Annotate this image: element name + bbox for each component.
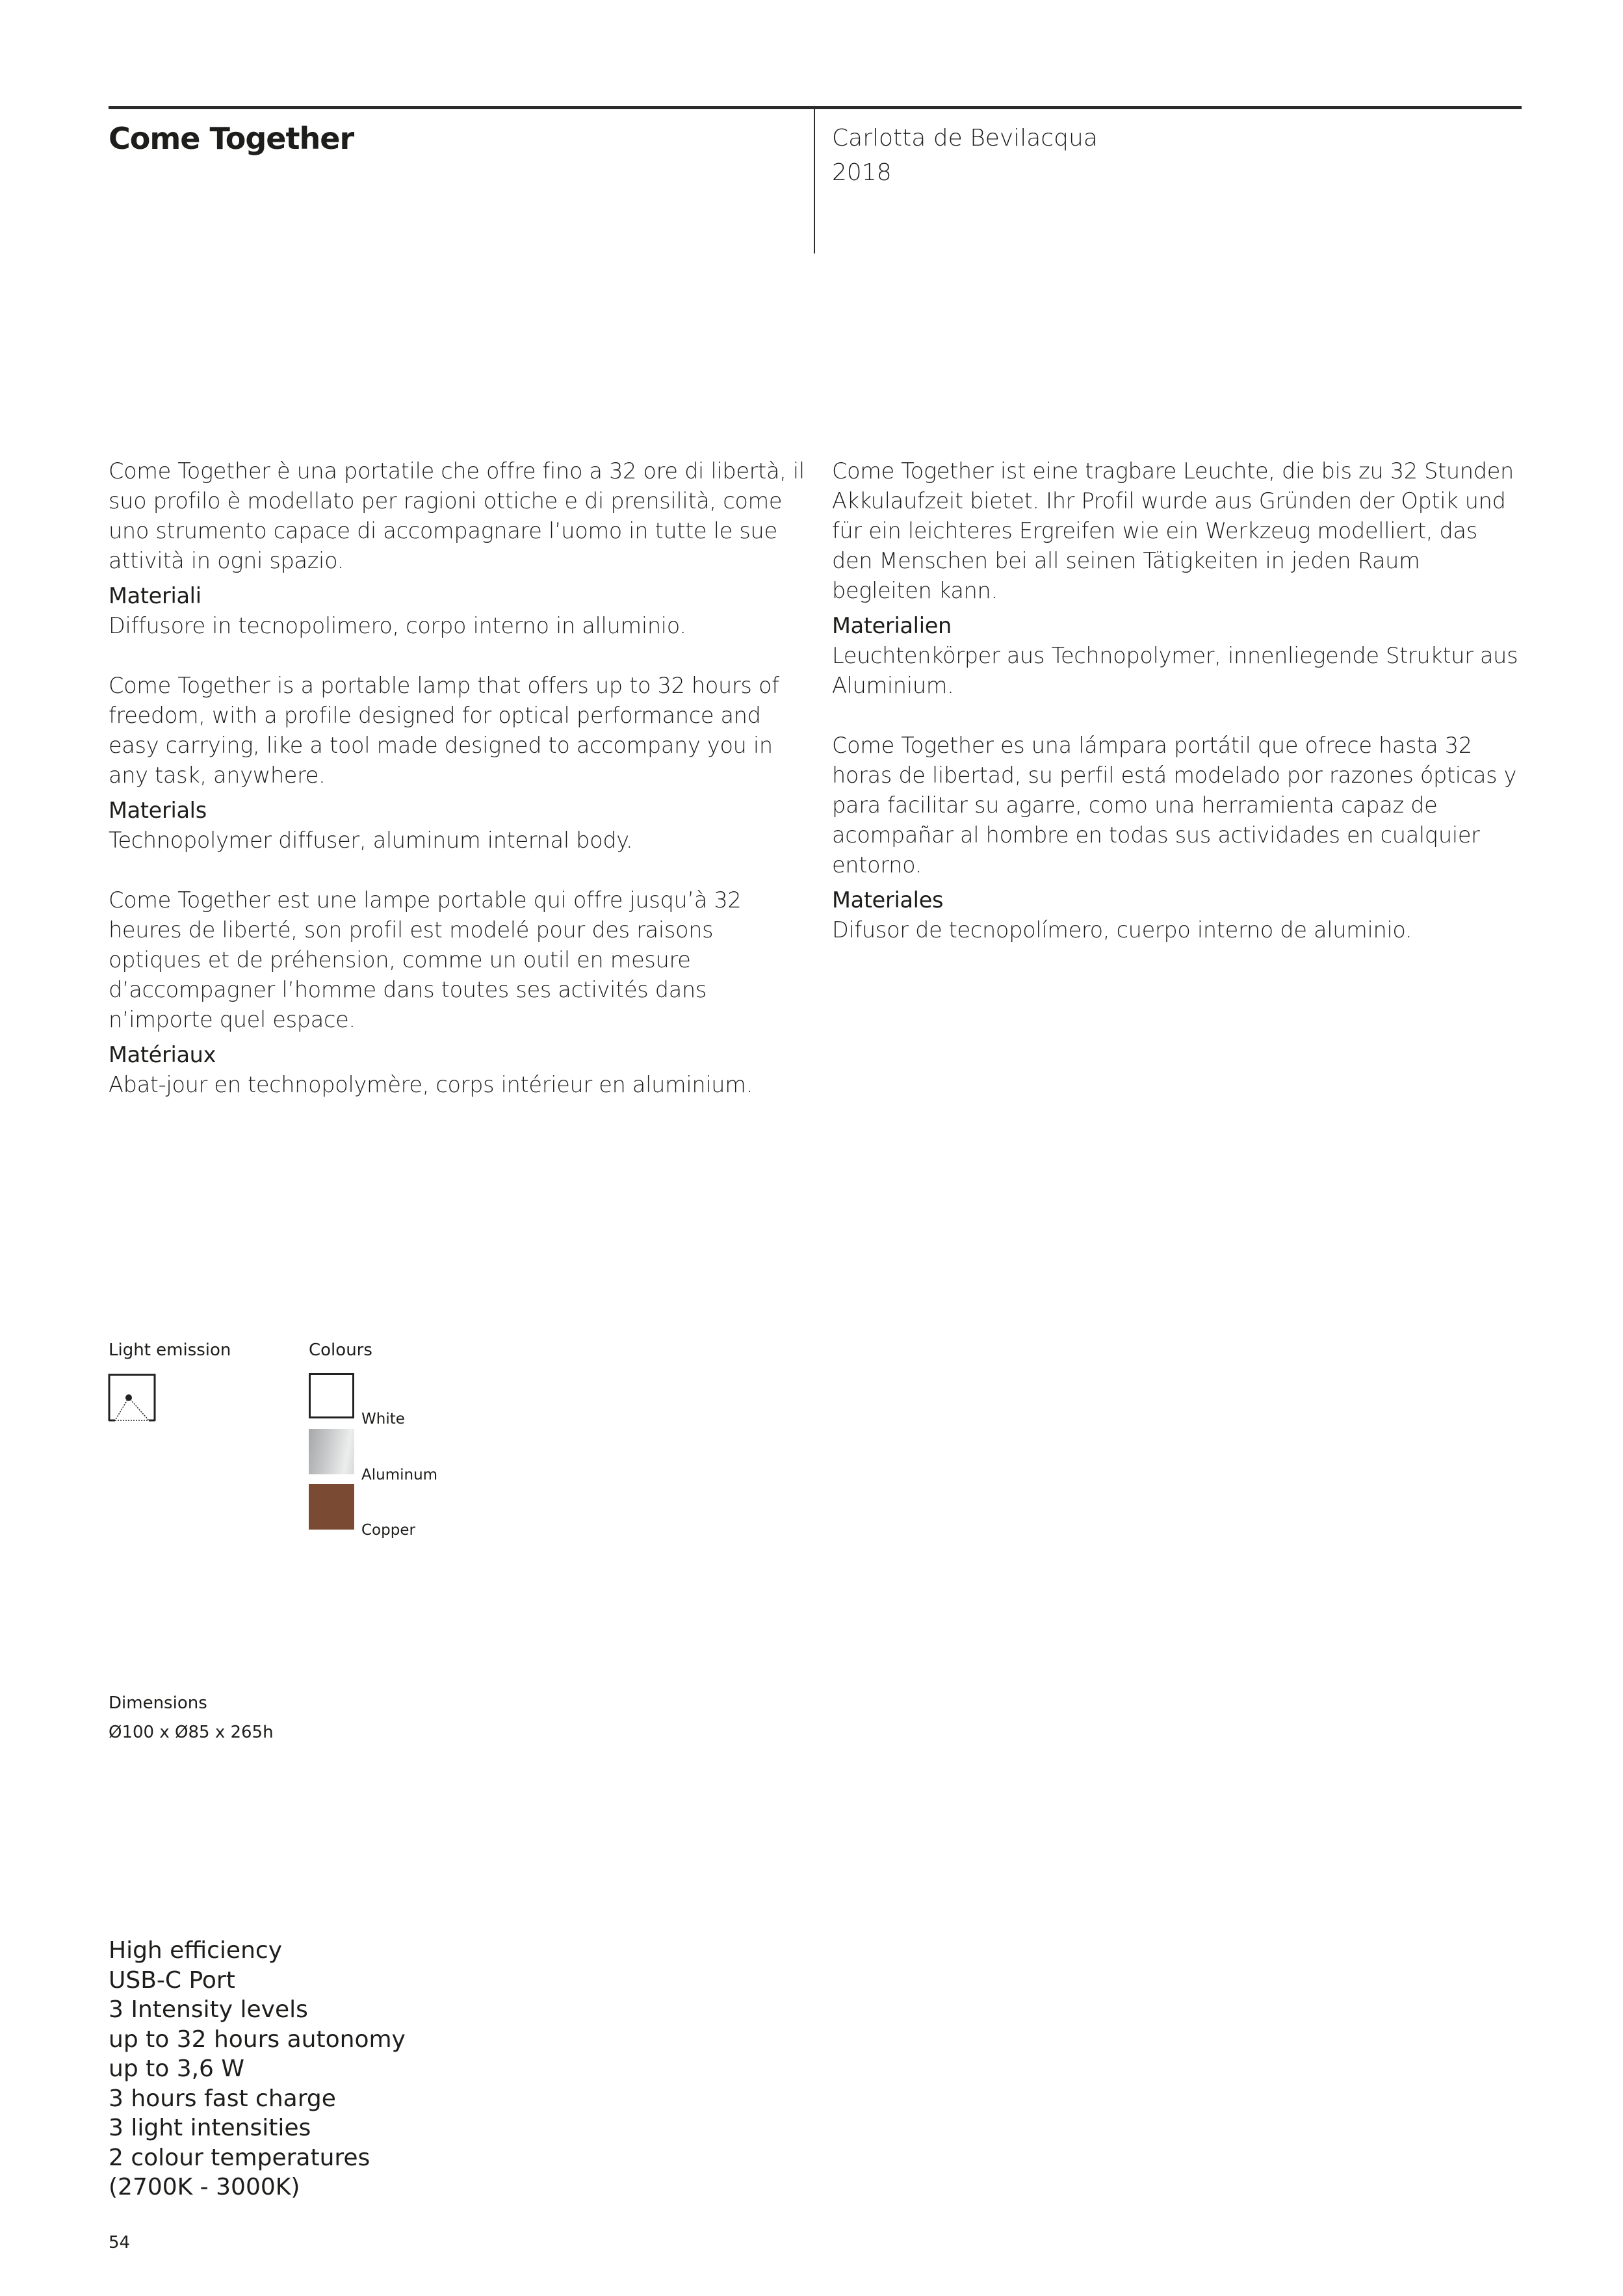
dimensions-label: Dimensions: [109, 1693, 207, 1713]
colours-label: Colours: [309, 1340, 372, 1360]
swatch-label-white: White: [361, 1411, 405, 1428]
feature-item: 3 light intensities: [109, 2115, 311, 2141]
materials-de: Leuchtenkörper aus Technopolymer, innenliegende Struktur aus Aluminium.: [832, 643, 1518, 698]
feature-item: 2 colour temperatures: [109, 2144, 370, 2171]
swatch-label-aluminum: Aluminum: [361, 1467, 438, 1483]
header-divider: [814, 108, 815, 254]
materials-label-en: Materials: [109, 798, 207, 823]
feature-item: up to 32 hours autonomy: [109, 2026, 406, 2053]
materials-it: Diffusore in tecnopolimero, corpo interno in alluminio.: [109, 613, 686, 638]
materials-es: Difusor de tecnopolímero, cuerpo interno de aluminio.: [832, 917, 1412, 943]
materials-en: Technopolymer diffuser, aluminum internal body.: [109, 828, 633, 853]
top-rule: [109, 106, 1522, 109]
materials-label-fr: Matériaux: [109, 1042, 216, 1067]
page-number: 54: [109, 2233, 131, 2252]
downlight-emission-icon: [107, 1373, 157, 1422]
feature-item: up to 3,6 W: [109, 2055, 244, 2082]
swatch-white: [309, 1373, 354, 1418]
materials-fr: Abat-jour en technopolymère, corps intérieur en aluminium.: [109, 1072, 753, 1097]
swatch-label-copper: Copper: [361, 1522, 415, 1539]
feature-item: USB-C Port: [109, 1966, 235, 1994]
feature-item: High efficiency: [109, 1937, 282, 1964]
right-column: [832, 456, 1524, 945]
dimensions-value: Ø100 x Ø85 x 265h: [109, 1723, 274, 1742]
designer-name: Carlotta de Bevilacqua: [832, 125, 1098, 151]
design-year: 2018: [832, 159, 892, 186]
materials-label-es: Materiales: [832, 887, 944, 913]
swatch-copper: [309, 1484, 354, 1530]
light-emission-label: Light emission: [109, 1340, 231, 1360]
features-list: [109, 1936, 406, 2202]
description-it: Come Together è una portatile che offre fino a 32 ore di libertà, il suo profilo è modellato per ragioni ottiche e di prensilità, come uno strumento capace di accompagnare l’uomo in tutte le sue attività in ogni spazio.: [109, 458, 805, 573]
materials-label-it: Materiali: [109, 583, 201, 608]
description-en: Come Together is a portable lamp that offers up to 32 hours of freedom, with a profile designed for optical performance and easy carrying, like a tool made designed to accompany you in any task, anywhere.: [109, 673, 779, 788]
description-es: Come Together es una lámpara portátil que ofrece hasta 32 horas de libertad, su perfil está modelado por razones ópticas y para facilitar su agarre, como una herramienta capaz de acompañar al hombre en todas sus actividades en cualquier entorno.: [832, 733, 1517, 878]
left-column: [109, 456, 807, 1100]
description-de: Come Together ist eine tragbare Leuchte, die bis zu 32 Stunden Akkulaufzeit bietet. Ihr Profil wurde aus Gründen der Optik und für ein leichteres Ergreifen wie ein Werkzeug modelliert, das den Menschen bei all seinen Tätigkeiten in jeden Raum begleiten kann.: [832, 458, 1514, 603]
swatch-aluminum: [309, 1429, 354, 1474]
description-fr: Come Together est une lampe portable qui offre jusqu’à 32 heures de liberté, son profil est modelé pour des raisons optiques et de préhension, comme un outil en mesure d’accompagner l’homme dans toutes ses activités dans n’importe quel espace.: [109, 887, 742, 1032]
feature-item: (2700K - 3000K): [109, 2174, 300, 2200]
materials-label-de: Materialien: [832, 613, 952, 638]
feature-item: 3 hours fast charge: [109, 2085, 336, 2112]
feature-item: 3 Intensity levels: [109, 1996, 308, 2023]
header-meta: [832, 121, 1098, 190]
page-title: Come Together: [109, 121, 354, 156]
